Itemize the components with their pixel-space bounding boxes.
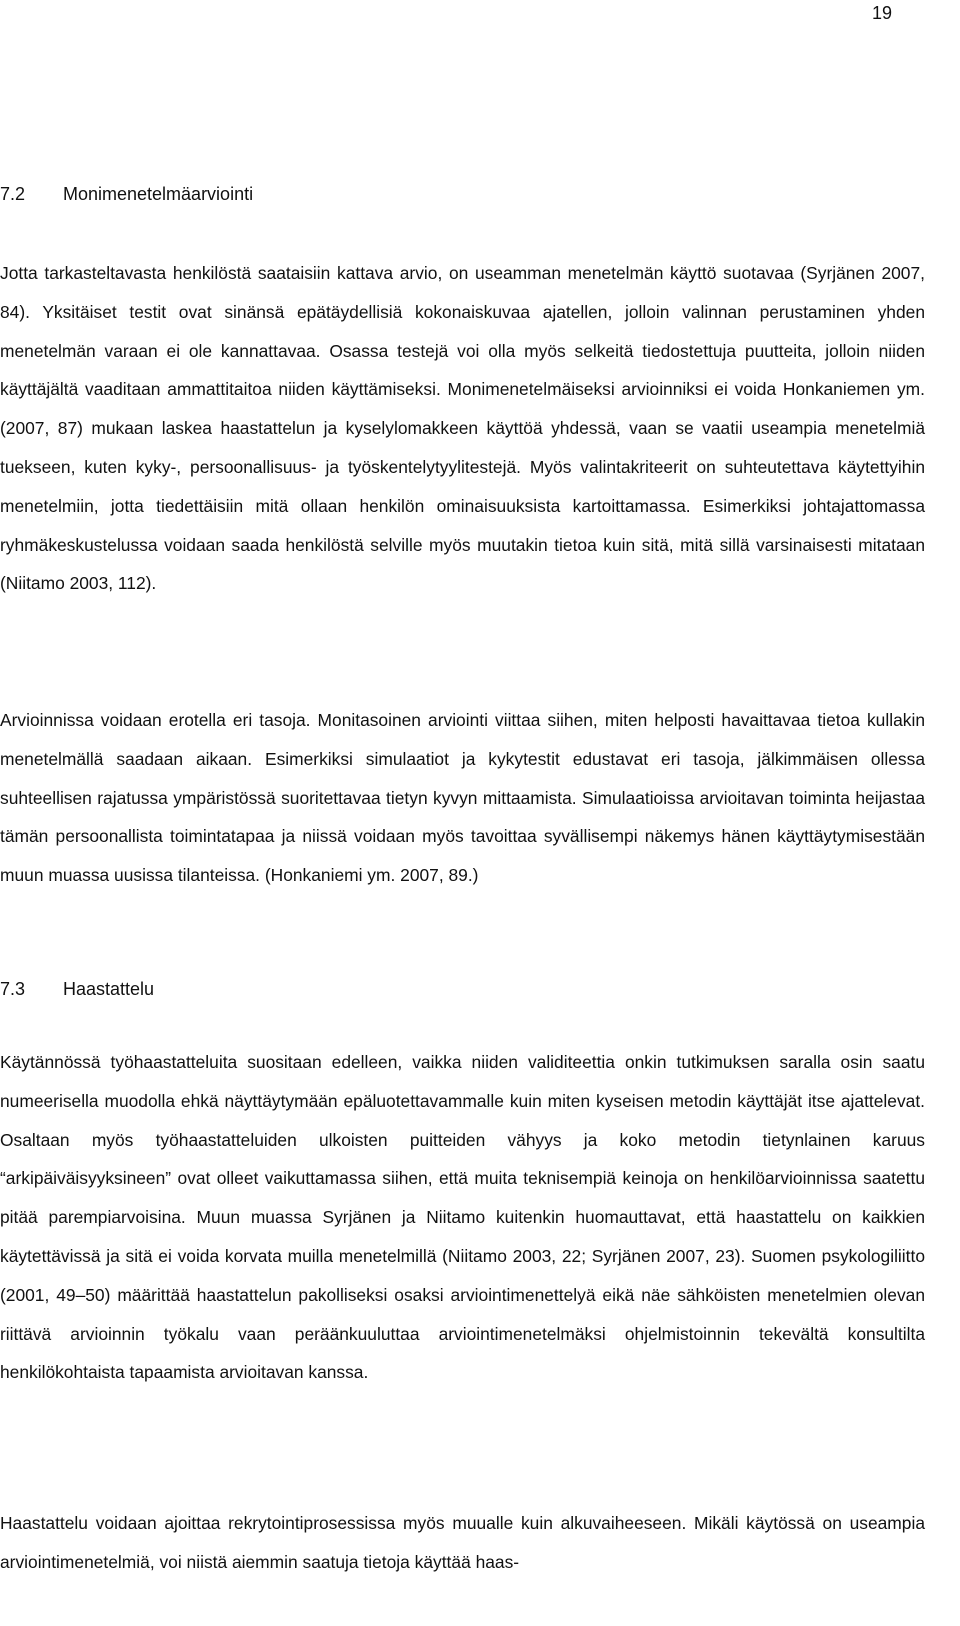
section-heading-7-2 bbox=[0, 183, 253, 205]
paragraph: Jotta tarkasteltavasta henkilöstä saataisiin kattava arvio, on useamman menetelmän käyttö suotavaa (Syrjänen 2007, 84). Yksitäiset testit ovat sinänsä epätäydellisiä kokonaiskuvaa ajatellen, jolloin valinnan perustaminen yhden menetelmän varaan ei ole kannattavaa. Osassa testejä voi olla myös selkeitä tiedostettuja puutteita, jolloin niiden käyttäjältä vaaditaan ammattitaitoa niiden käyttämiseksi. Monimenetelmäiseksi arvioinniksi ei voida Honkaniemen ym. (2007, 87) mukaan laskea haastattelun ja kyselylomakkeen käyttöä yhdessä, vaan se vaatii useampia menetelmiä tuekseen, kuten kyky-, persoonallisuus- ja työskentelytyylitestejä. Myös valintakriteerit on suhteutettava käytettyihin menetelmiin, jotta tiedettäisiin mitä ollaan henkilön ominaisuuksista kartoittamassa. Esimerkiksi johtajattomassa ryhmäkeskustelussa voidaan saada henkilöstä selville myös muutakin tietoa kuin sitä, mitä sillä varsinaisesti mitataan (Niitamo 2003, 112). bbox=[0, 263, 925, 594]
section-title: Haastattelu bbox=[63, 979, 155, 999]
section-number: 7.3 bbox=[0, 979, 26, 999]
page-number: 19 bbox=[871, 3, 892, 23]
paragraph: Arvioinnissa voidaan erotella eri tasoja. Monitasoinen arviointi viittaa siihen, miten helposti havaittavaa tietoa kullakin menetelmällä saadaan aikaan. Esimerkiksi simulaatiot ja kykytestit edustavat eri tasoja, jälkimmäisen ollessa suhteellisen rajatussa ympäristössä suoritettavaa tietyn kyvyn mittaamista. Simulaatioissa arvioitavan toiminta heijastaa tämän persoonallista toimintatapaa ja niissä voidaan myös tavoittaa syvällisempi näkemys hänen käyttäytymisestään muun muassa uusissa tilanteissa. (Honkaniemi ym. 2007, 89.) bbox=[0, 710, 925, 886]
paragraph: Käytännössä työhaastatteluita suositaan edelleen, vaikka niiden validiteettia onkin tutkimuksen saralla osin saatu numeerisella muodolla ehkä näyttäytymään epäluotettavammalle kuin miten kyseisen metodin käyttäjät itse ajattelevat. Osaltaan myös työhaastatteluiden ulkoisten puitteiden vähyys ja koko metodin tietynlainen karuus “arkipäiväisyyksineen” ovat olleet vaikuttamassa siihen, että muita teknisempiä keinoja on henkilöarvioinnissa saatettu pitää parempiarvoisina. Muun muassa Syrjänen ja Niitamo kuitenkin huomauttavat, että haastattelu on kaikkien käytettävissä ja sitä ei voida korvata muilla menetelmillä (Niitamo 2003, 22; Syrjänen 2007, 23). Suomen psykologiliitto (2001, 49–50) määrittää haastattelun pakolliseksi osaksi arviointimenettelyä eikä näe sähköisten menetelmien olevan riittävä arvioinnin työkalu vaan peräänkuuluttaa arviointimenetelmäksi ohjelmistoinnin tekevältä konsultilta henkilökohtaista tapaamista arvioitavan kanssa. bbox=[0, 1052, 925, 1383]
section-title: Monimenetelmäarviointi bbox=[63, 184, 254, 204]
section-number: 7.2 bbox=[0, 184, 26, 204]
section-heading-7-3 bbox=[0, 978, 154, 1000]
paragraph: Haastattelu voidaan ajoittaa rekrytointiprosessissa myös muualle kuin alkuvaiheeseen. Mikäli käytössä on useampia arviointimenetelmiä, voi niistä aiemmin saatuja tietoja käyttää haas- bbox=[0, 1513, 925, 1572]
